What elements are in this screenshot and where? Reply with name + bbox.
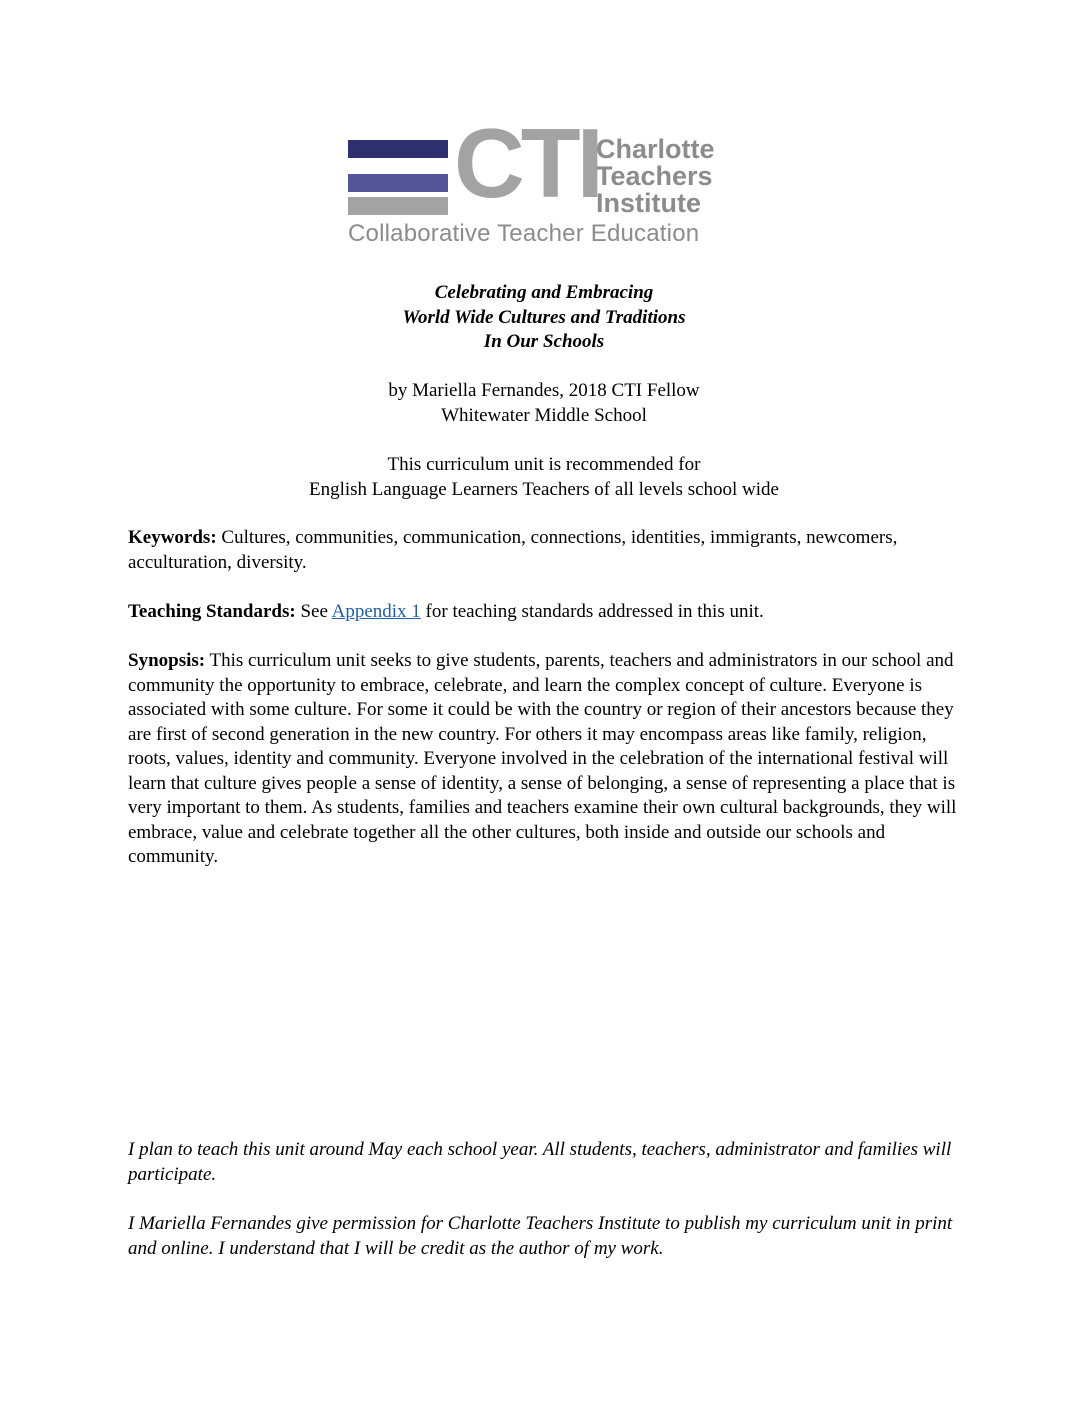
keywords-paragraph: [128, 526, 964, 575]
title-line: World Wide Cultures and Traditions: [402, 306, 686, 328]
logo-name-line: Teachers: [596, 161, 713, 191]
cti-logo: [348, 108, 738, 254]
synopsis-text: This curriculum unit seeks to give students, parents, teachers and administrators in our school and community the opportunity to embrace, celebrate, and learn the complex concept of culture. Everyone is associated with some culture. For some it could be with the country or region of their ancestors because they are first of second generation in the new country. For others it may encompass areas like family, religion, roots, values, identity and community. Everyone involved in the celebration of the international festival will learn that culture gives people a sense of identity, a sense of belonging, a sense of representing a place that is very important to them. As students, families and teachers examine their own cultural backgrounds, they will embrace, value and celebrate together all the other cultures, both inside and outside our schools and community.: [128, 650, 957, 867]
logo-institute-name: [596, 136, 746, 217]
standards-text-before: See: [295, 601, 332, 622]
recommendation-line: This curriculum unit is recommended for: [387, 454, 701, 475]
document-title: [0, 281, 1088, 355]
keywords-label: Keywords:: [128, 527, 217, 548]
standards-label: Teaching Standards:: [128, 601, 296, 622]
logo-name-line: Institute: [596, 188, 701, 218]
title-line: Celebrating and Embracing: [434, 282, 654, 303]
logo-tagline: Collaborative Teacher Education: [348, 220, 700, 247]
synopsis-label: Synopsis:: [128, 650, 206, 671]
standards-text-after: for teaching standards addressed in this unit.: [420, 601, 764, 622]
title-line: In Our Schools: [483, 331, 605, 352]
author-byline: [0, 379, 1088, 428]
permission-statement: I Mariella Fernandes give permission for Charlotte Teachers Institute to publish my curriculum unit in print and online. I understand that I will be credit as the author of my work.: [128, 1213, 953, 1259]
logo-bar-bottom: [348, 197, 448, 215]
logo-bar-middle: [348, 174, 448, 192]
logo-name-line: Charlotte: [596, 134, 715, 164]
teaching-standards-paragraph: [128, 600, 964, 625]
recommendation: [0, 453, 1088, 502]
logo-bar-top: [348, 140, 448, 158]
keywords-text: Cultures, communities, communication, connections, identities, immigrants, newcomers, acculturation, diversity.: [128, 527, 898, 573]
teaching-plan-note: I plan to teach this unit around May each school year. All students, teachers, administrator and families will participate.: [128, 1139, 952, 1185]
logo-mark: CTI: [454, 108, 600, 218]
recommendation-line: English Language Learners Teachers of all levels school wide: [309, 478, 779, 500]
appendix-link[interactable]: Appendix 1: [331, 601, 421, 622]
author-line: by Mariella Fernandes, 2018 CTI Fellow: [388, 380, 700, 401]
synopsis-paragraph: [128, 649, 964, 870]
school-line: Whitewater Middle School: [441, 404, 647, 426]
